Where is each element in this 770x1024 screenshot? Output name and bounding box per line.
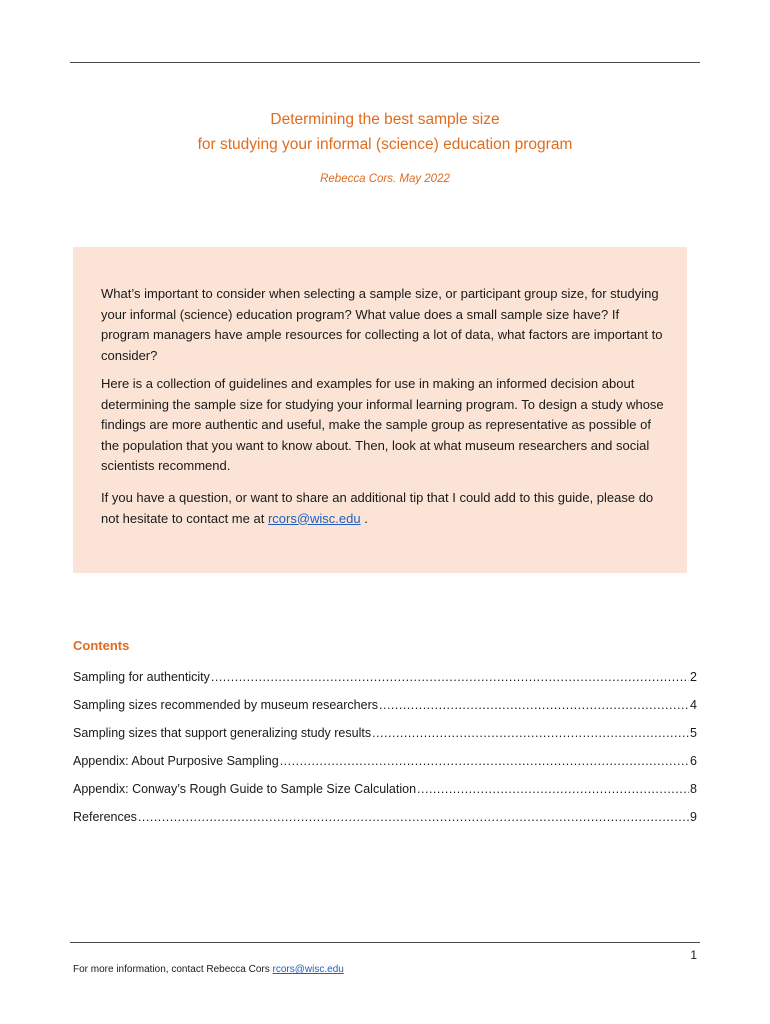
toc-leader <box>379 698 689 712</box>
author-line: Rebecca Cors. May 2022 <box>320 173 450 185</box>
toc-entry[interactable] <box>73 748 697 768</box>
contact-text-end: . <box>360 510 368 526</box>
toc-leader <box>280 754 689 768</box>
toc-entry[interactable] <box>73 804 697 824</box>
toc-leader <box>211 670 689 684</box>
footer-rule <box>70 942 700 943</box>
toc-entry[interactable] <box>73 692 697 712</box>
footer-note <box>73 964 344 975</box>
toc-label: Sampling sizes recommended by museum researchers <box>73 698 378 712</box>
toc-page: 5 <box>690 726 697 740</box>
intro-paragraph-2: Here is a collection of guidelines and examples for use in making an informed decision about determining the sample size for studying your informal learning program. To design a study whose findings are more authentic and useful, make the sample group as representative as possible of the population that you want to know about. Then, look at what museum researchers and social scientists recommend. <box>101 376 664 473</box>
header-rule <box>70 62 700 63</box>
toc-entry[interactable] <box>73 720 697 740</box>
toc-page: 6 <box>690 754 697 768</box>
document-title-line1: Determining the best sample size <box>270 111 500 128</box>
intro-paragraph-1: What’s important to consider when selecting a sample size, or participant group size, for studying your informal (science) education program? What value does a small sample size have? If program managers have ample resources for collecting a lot of data, what factors are important to consider? <box>101 286 663 363</box>
intro-box <box>73 247 687 573</box>
toc-page: 9 <box>690 810 697 824</box>
toc-label: Appendix: About Purposive Sampling <box>73 754 279 768</box>
footer-email-link[interactable]: rcors@wisc.edu <box>272 964 344 975</box>
toc-label: Appendix: Conway’s Rough Guide to Sample Size Calculation <box>73 782 417 796</box>
toc-leader <box>138 810 689 824</box>
toc-label: Sampling sizes that support generalizing study results <box>73 726 372 740</box>
toc-leader <box>417 782 689 796</box>
contact-text: If you have a question, or want to share an additional tip that I could add to this guide, please do not hesitate to contact me at <box>101 490 654 526</box>
toc-page: 4 <box>690 698 697 712</box>
toc-label: Sampling for authenticity <box>73 670 210 684</box>
intro-paragraph-3 <box>101 488 666 529</box>
toc-page: 2 <box>690 670 697 684</box>
footer-text: For more information, contact Rebecca Cors <box>73 964 273 975</box>
toc-page: 8 <box>690 782 697 796</box>
contents-heading: Contents <box>73 638 130 653</box>
contact-email-link[interactable]: rcors@wisc.edu <box>267 510 361 526</box>
page-number: 1 <box>690 948 697 962</box>
toc-entry[interactable] <box>73 776 697 796</box>
toc-entry[interactable] <box>73 664 697 684</box>
document-title-line2: for studying your informal (science) education program <box>197 136 573 153</box>
toc-leader <box>372 726 689 740</box>
toc-label: References <box>73 810 137 824</box>
